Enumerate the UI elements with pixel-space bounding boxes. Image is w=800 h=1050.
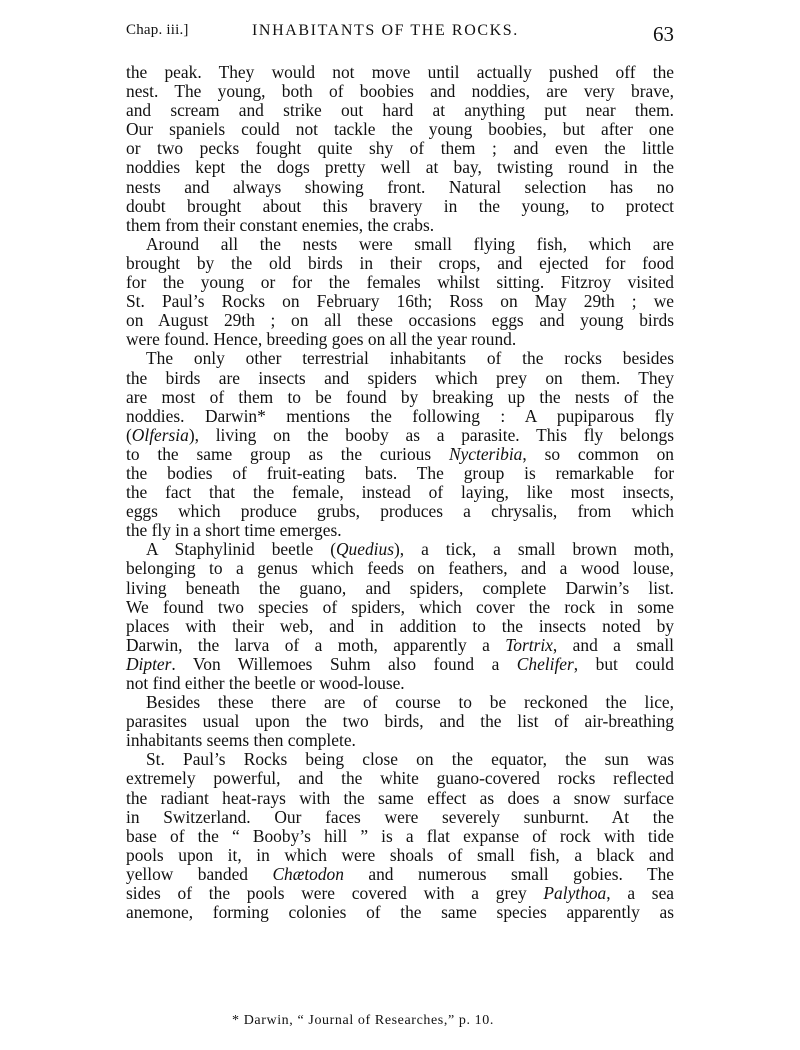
italic-term: Nycteribia [448,443,523,464]
text-segment: St. Paul’s Rocks being close on the equator, the sun was [146,749,674,770]
text-segment: are most of them to be found by breaking up the nests of the [126,386,674,407]
text-line [126,311,674,330]
text-segment: The only other terrestrial inhabitants of the rocks besides [146,348,674,369]
text-line [126,464,674,483]
text-line [126,426,674,445]
text-line [126,197,674,216]
text-line [126,884,674,903]
text-segment: , and a small [552,634,674,655]
text-segment: on August 29th ; on all these occasions eggs and young birds [126,310,674,331]
page-number: 63 [653,22,674,46]
text-line [126,82,674,101]
text-segment: base of the “ Booby’s hill ” is a flat expanse of rock with tide [126,825,674,846]
text-line [126,865,674,884]
text-line [126,158,674,177]
text-segment: were found. Hence, breeding goes on all the year round. [126,329,517,350]
text-segment: extremely powerful, and the white guano-covered rocks reflected [126,768,674,789]
text-line [126,731,674,750]
text-line [126,502,674,521]
text-line [126,139,674,158]
text-segment: We found two species of spiders, which cover the rock in some [126,596,674,617]
text-segment: the fly in a short time emerges. [126,520,342,541]
text-line [126,846,674,865]
text-segment: brought by the old birds in their crops, and ejected for food [126,252,674,273]
text-line [126,254,674,273]
running-head [126,18,674,48]
text-segment: St. Paul’s Rocks on February 16th; Ross on May 29th ; we [126,291,674,312]
text-line [126,903,674,922]
text-segment: to the same group as the curious [126,443,449,464]
text-line [126,445,674,464]
text-line [126,636,674,655]
text-line [126,598,674,617]
text-segment: Around all the nests were small flying fish, which are [146,233,674,254]
text-line [126,388,674,407]
text-line [126,579,674,598]
text-line [126,540,674,559]
text-segment: eggs which produce grubs, produces a chrysalis, from which [126,501,674,522]
italic-term: Dipter [126,653,172,674]
text-segment: . Von Willemoes Suhm also found a [171,653,517,674]
text-segment: yellow banded [126,863,273,884]
text-line [126,827,674,846]
text-segment: ), a tick, a small brown moth, [393,539,674,560]
italic-term: Chætodon [272,863,344,884]
text-line [126,483,674,502]
text-line [126,655,674,674]
text-segment: them from their constant enemies, the crabs. [126,214,435,235]
text-segment: living beneath the guano, and spiders, complete Darwin’s list. [126,577,674,598]
text-line [126,120,674,139]
text-line [126,216,674,235]
chapter-label: Chap. iii.] [126,22,189,38]
text-line [126,559,674,578]
text-segment: ( [126,424,132,445]
text-line [126,235,674,254]
italic-term: Olfersia [131,424,189,445]
text-segment: inhabitants seems then complete. [126,730,356,751]
text-segment: nest. The young, both of boobies and noddies, are very brave, [126,81,674,102]
text-line [126,617,674,636]
italic-term: Tortrix [505,634,553,655]
text-segment: anemone, forming colonies of the same species apparently as [126,902,674,923]
text-segment: in Switzerland. Our faces were severely sunburnt. At the [126,806,674,827]
text-segment: pools upon it, in which were shoals of small fish, a black and [126,844,674,865]
body-text [126,63,674,922]
text-line [126,369,674,388]
text-segment: ), living on the booby as a parasite. This fly belongs [188,424,674,445]
text-segment: Our spaniels could not tackle the young boobies, but after one [126,119,674,140]
italic-term: Chelifer [516,653,574,674]
footnote: * Darwin, “ Journal of Researches,” p. 10. [232,1013,494,1028]
text-segment: belonging to a genus which feeds on feathers, and a wood louse, [126,558,674,579]
text-line [126,349,674,368]
text-line [126,712,674,731]
text-segment: the birds are insects and spiders which prey on them. They [126,367,674,388]
text-segment: Darwin, the larva of a moth, apparently a [126,634,506,655]
text-segment: the bodies of fruit-eating bats. The group is remarkable for [126,462,674,483]
text-line [126,292,674,311]
running-title: INHABITANTS OF THE ROCKS. [252,22,519,39]
text-segment: , so common on [522,443,674,464]
text-segment: noddies. Darwin* mentions the following : A pupiparous fly [126,405,674,426]
text-line [126,674,674,693]
text-line [126,178,674,197]
text-segment: and numerous small gobies. The [343,863,674,884]
text-segment: noddies kept the dogs pretty well at bay, twisting round in the [126,157,674,178]
text-line [126,769,674,788]
text-segment: places with their web, and in addition to the insects noted by [126,615,674,636]
text-line [126,750,674,769]
text-segment: or two pecks fought quite shy of them ; and even the little [126,138,674,159]
text-line [126,63,674,82]
text-segment: nests and always showing front. Natural selection has no [126,176,674,197]
text-segment: the fact that the female, instead of laying, like most insects, [126,482,674,503]
text-segment: not find either the beetle or wood-louse. [126,673,405,693]
italic-term: Palythoa [543,883,607,904]
text-segment: the radiant heat-rays with the same effect as does a snow surface [126,787,674,808]
text-segment: doubt brought about this bravery in the young, to protect [126,195,674,216]
text-segment: parasites usual upon the two birds, and the list of air-breathing [126,711,674,732]
text-segment: and scream and strike out hard at anything put near them. [126,100,674,121]
text-line [126,273,674,292]
text-line [126,330,674,349]
text-segment: for the young or for the females whilst sitting. Fitzroy visited [126,272,674,293]
text-segment: A Staphylinid beetle ( [146,539,336,560]
text-segment: sides of the pools were covered with a grey [126,883,544,904]
text-segment: the peak. They would not move until actually pushed off the [126,62,674,82]
text-line [126,808,674,827]
italic-term: Quedius [336,539,394,560]
text-segment: , a sea [606,883,675,904]
text-segment: Besides these there are of course to be reckoned the lice, [146,692,674,713]
text-line [126,693,674,712]
text-line [126,407,674,426]
text-segment: , but could [573,653,674,674]
text-line [126,101,674,120]
text-line [126,789,674,808]
text-line [126,521,674,540]
